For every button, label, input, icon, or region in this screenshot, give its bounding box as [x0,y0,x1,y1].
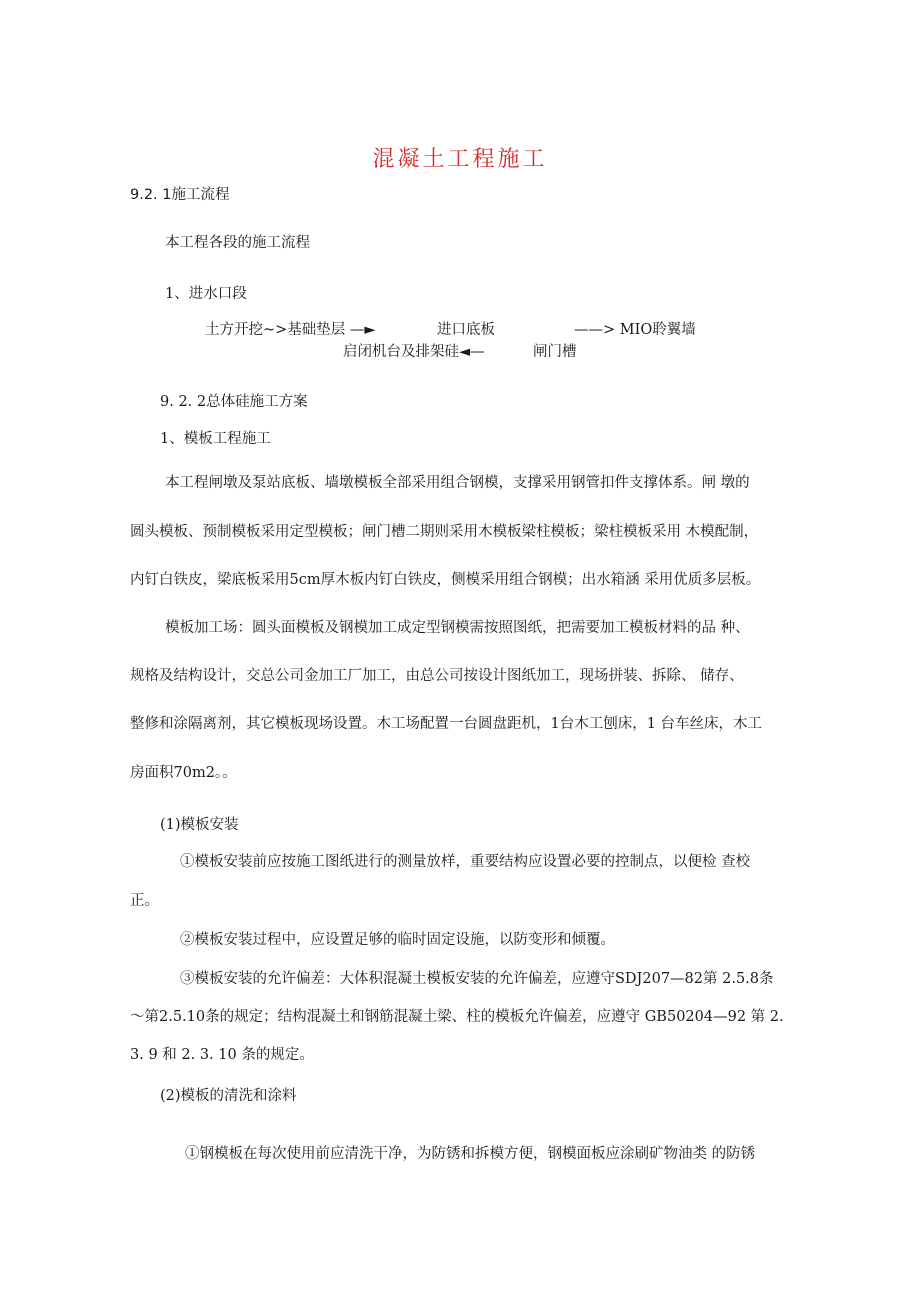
text-line: 整修和涂隔离剂，其它模板现场设置。木工场配置一台圆盘距机，1台木工刨床，1 台车丝床，木工 [130,716,763,732]
section-heading-9-2-2: 9. 2. 2总体硅施工方案 [160,394,308,410]
flow-step-excavation: 土方开挖~>基础垫层 —► [205,322,376,338]
flow-step-inlet-slab: 进口底板 [437,322,495,338]
clean-heading: (2)模板的清洗和涂料 [160,1088,297,1104]
text-line: 内钉白铁皮，梁底板采用5cm厚木板内钉白铁皮，侧模采用组合钢模；出水箱涵 采用优质多层板。 [130,572,761,588]
paragraph-clean-1: ①钢模板在每次使用前应清洗干净，为防锈和拆模方便，钢模面板应涂刷矿物油类 的防锈 [185,1146,756,1162]
flow-intro: 本工程各段的施工流程 [165,235,310,251]
inlet-section-label: 1、进水口段 [165,286,247,302]
formwork-heading: 1、模板工程施工 [160,431,271,447]
text-line: ①模板安装前应按施工图纸进行的测量放样，重要结构应设置必要的控制点，以便检 查校 [180,854,751,870]
text-line: 本工程闸墩及泵站底板、墙墩模板全部采用组合钢模，支撑采用钢管扣件支撑体系。闸 墩的 [165,475,750,491]
flow-step-gate-slot: 闸门槽 [533,344,577,360]
section-heading-9-2-1: 9.2. 1施工流程 [130,187,230,203]
document-title: 混凝土工程施工 [372,147,548,172]
text-line: 正。 [130,893,159,909]
flow-step-hoist-platform: 启闭机台及排架硅◄— [343,344,485,360]
flow-step-wing-wall: ——> MIO聆翼墙 [574,322,696,338]
text-line: 房面积70m2。。 [130,765,237,781]
text-line: 3. 9 和 2. 3. 10 条的规定。 [130,1047,314,1063]
text-line: ③模板安装的允许偏差：大体积混凝土模板安装的允许偏差，应遵守SDJ207—82第 2.5.8条 [180,971,774,987]
text-line: 模板加工场：圆头面模板及钢模加工成定型钢模需按照图纸，把需要加工模板材料的品 种、 [165,620,750,636]
text-line: 圆头模板、预制模板采用定型模板；闸门槽二期则采用木模板梁柱模板；梁柱模板采用 木模配制， [130,524,759,540]
text-line: ～第2.5.10条的规定；结构混凝土和钢筋混凝土梁、柱的模板允许偏差，应遵守 GB50204—92 第 2. [130,1009,784,1025]
text-line: 规格及结构设计，交总公司金加工厂加工，由总公司按设计图纸加工，现场拼装、拆除、 储存、 [130,668,744,684]
paragraph-install-2: ②模板安装过程中，应设置足够的临时固定设施，以防变形和倾覆。 [180,932,615,948]
install-heading: (1)模板安装 [160,817,239,833]
